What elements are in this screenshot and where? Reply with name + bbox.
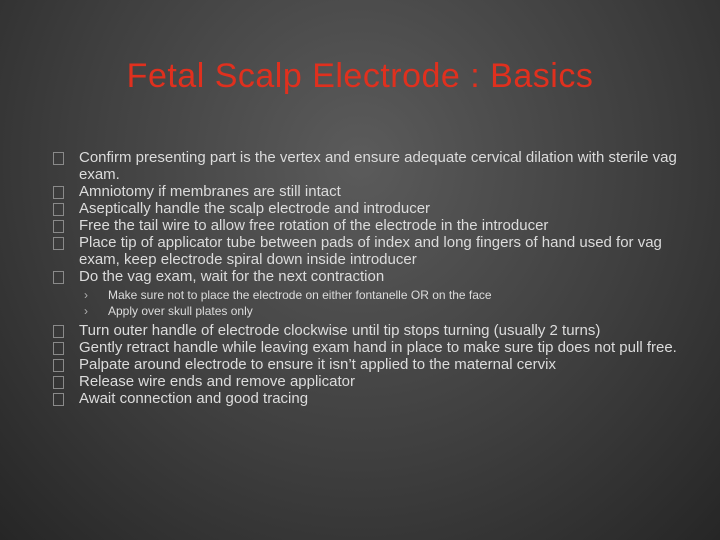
bullet-text: Palpate around electrode to ensure it isn’t applied to the maternal cervix	[79, 356, 556, 373]
bullet-text: Aseptically handle the scalp electrode and introducer	[79, 200, 431, 217]
bullet-text: Amniotomy if membranes are still intact	[79, 183, 341, 200]
chevron-right-icon: ›	[84, 288, 88, 302]
bullet-box-icon	[53, 393, 64, 406]
sub-bullet-list	[48, 287, 688, 319]
bullet-box-icon	[53, 271, 64, 284]
bullet-item	[48, 390, 688, 407]
bullet-item	[48, 268, 688, 285]
bullet-box-icon	[53, 220, 64, 233]
bullet-item	[48, 217, 688, 234]
bullet-item	[48, 200, 688, 217]
bullet-box-icon	[53, 359, 64, 372]
bullet-box-icon	[53, 186, 64, 199]
sub-bullet-item	[48, 287, 688, 303]
bullet-item	[48, 373, 688, 390]
bullet-text: Do the vag exam, wait for the next contraction	[79, 268, 385, 285]
bullet-text: Gently retract handle while leaving exam hand in place to make sure tip does not pull free.	[79, 339, 677, 356]
bullet-box-icon	[53, 376, 64, 389]
chevron-right-icon: ›	[84, 304, 88, 318]
bullet-item	[48, 149, 688, 183]
bullet-item	[48, 339, 688, 356]
sub-bullet-item	[48, 303, 688, 319]
bullet-text: Free the tail wire to allow free rotation of the electrode in the introducer	[79, 217, 549, 234]
bullet-box-icon	[53, 237, 64, 250]
bullet-item	[48, 183, 688, 200]
sub-bullet-text: Apply over skull plates only	[108, 304, 253, 318]
bullet-text: Place tip of applicator tube between pads of index and long fingers of hand used for vag exam, keep electrode spiral down inside introducer	[79, 234, 662, 268]
bullet-box-icon	[53, 342, 64, 355]
slide-content	[48, 149, 688, 407]
bullet-item	[48, 234, 688, 268]
bullet-item	[48, 322, 688, 339]
bullet-box-icon	[53, 152, 64, 165]
bullet-text: Turn outer handle of electrode clockwise until tip stops turning (usually 2 turns)	[79, 322, 601, 339]
bullet-box-icon	[53, 203, 64, 216]
bullet-text: Release wire ends and remove applicator	[79, 373, 355, 390]
slide-title: Fetal Scalp Electrode : Basics	[126, 57, 594, 95]
bullet-text: Await connection and good tracing	[79, 390, 309, 407]
bullet-box-icon	[53, 325, 64, 338]
bullet-item	[48, 356, 688, 373]
bullet-text: Confirm presenting part is the vertex and ensure adequate cervical dilation with sterile vag exam.	[79, 149, 677, 183]
sub-bullet-text: Make sure not to place the electrode on either fontanelle OR on the face	[108, 288, 492, 302]
